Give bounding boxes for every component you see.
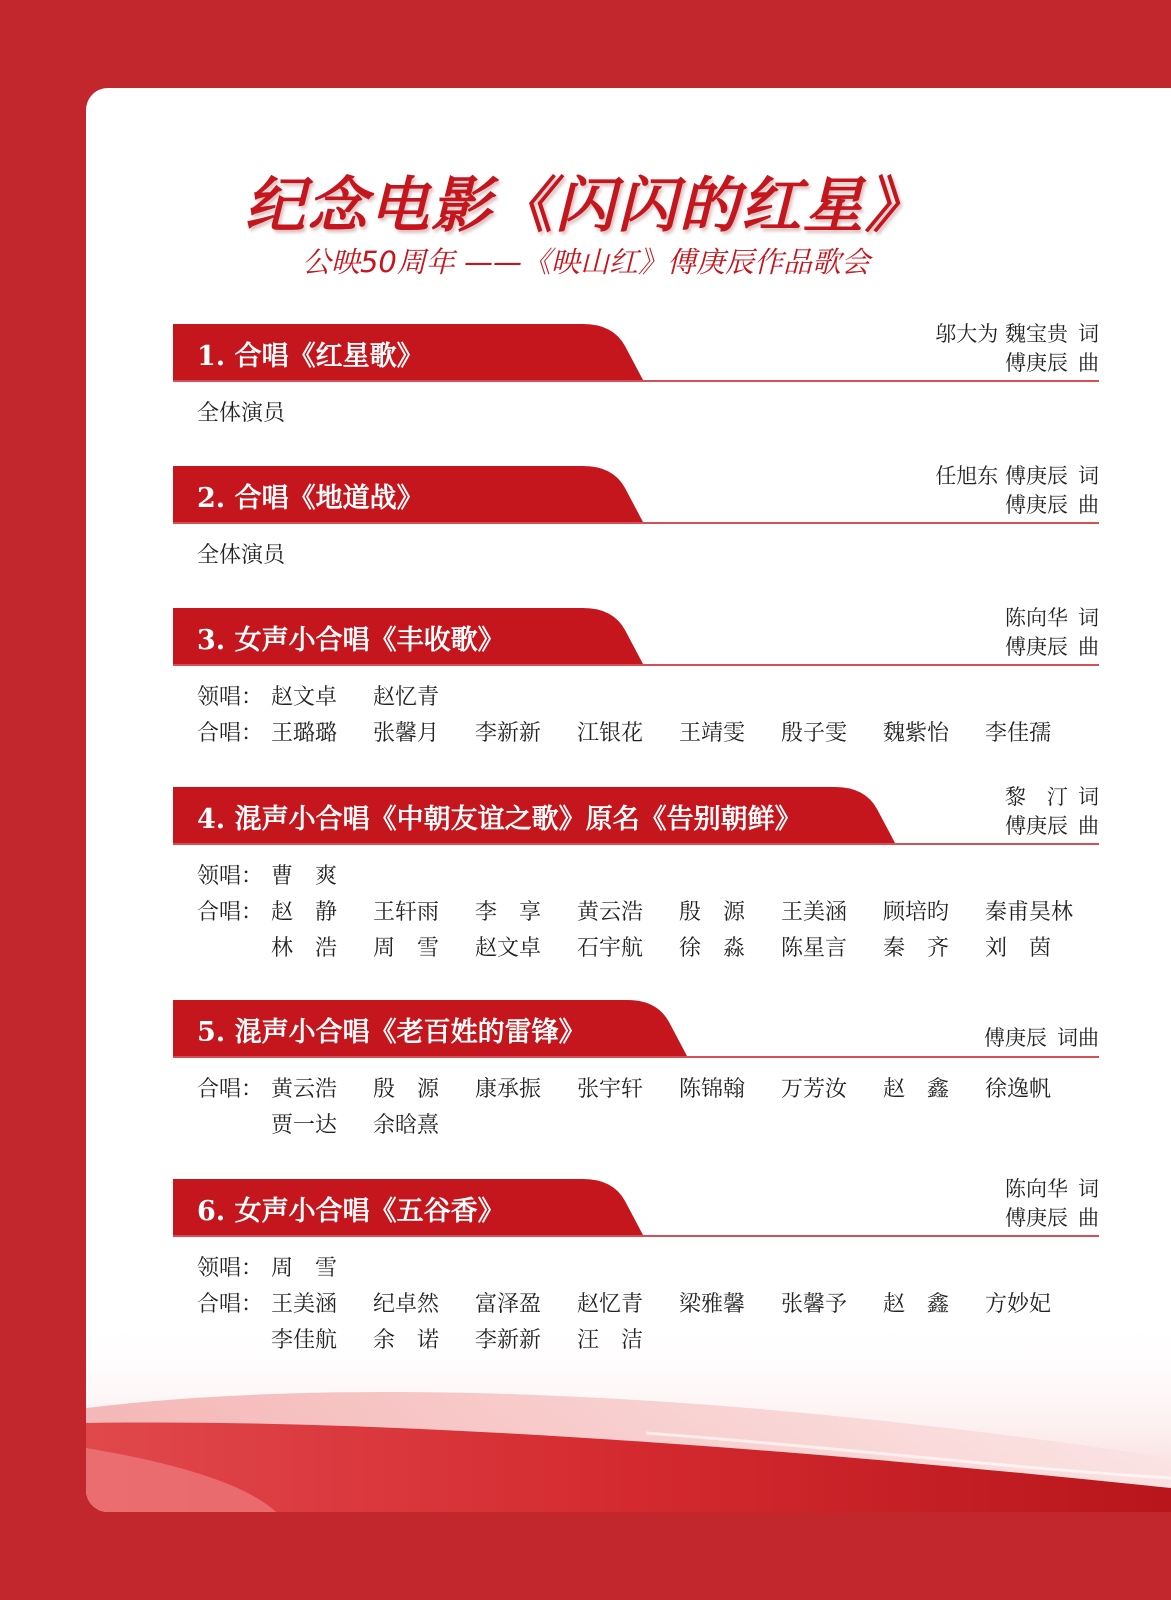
performer-name: 赵忆青 [373, 685, 440, 710]
chorus-row-continued [197, 1323, 1099, 1359]
performer-name: 贾一达 [271, 1113, 338, 1138]
performer-name: 殷 源 [679, 900, 746, 925]
credit-names: 傅庚辰 [1005, 814, 1068, 838]
performer-name: 李佳孺 [985, 721, 1052, 746]
chorus-row [197, 716, 1099, 752]
credit-names: 傅庚辰 [1005, 351, 1068, 375]
chorus-label: 合唱： [197, 721, 264, 746]
performer-name: 王美涵 [781, 900, 848, 925]
performer-name: 汪 洁 [577, 1328, 644, 1353]
performers: 全体演员 [197, 401, 286, 426]
program-item-title: 3. 女声小合唱《丰收歌》 [197, 625, 505, 656]
credit-role: 词 [1078, 785, 1099, 809]
performer-name: 魏紫怡 [883, 721, 950, 746]
credit-names: 任旭东 傅庚辰 [935, 464, 1068, 488]
program-item-title: 5. 混声小合唱《老百姓的雷锋》 [197, 1017, 586, 1048]
performers: 全体演员 [197, 543, 286, 568]
credit-names: 傅庚辰 [984, 1026, 1047, 1050]
performer-name: 殷子雯 [781, 721, 848, 746]
performer-name: 万芳汝 [781, 1077, 848, 1102]
credit-names: 傅庚辰 [1005, 493, 1068, 517]
chorus-label: 合唱： [197, 1077, 264, 1102]
performer-name: 黄云浩 [577, 900, 644, 925]
performer-name: 余晗熹 [373, 1113, 440, 1138]
performer-name: 曹 爽 [271, 864, 338, 889]
performer-name: 林 浩 [271, 936, 338, 961]
chorus-row [197, 895, 1099, 931]
page-subtitle: 公映50周年 ——《映山红》傅庚辰作品歌会 [301, 245, 871, 279]
performer-name: 赵忆青 [577, 1292, 644, 1317]
credit-names: 陈向华 [1005, 606, 1068, 630]
performer-name: 纪卓然 [373, 1292, 440, 1317]
program-card [86, 88, 1171, 1512]
performer-name: 富泽盈 [475, 1292, 542, 1317]
lead-row [197, 859, 1099, 895]
performer-name: 顾培昀 [883, 900, 950, 925]
chorus-label: 合唱： [197, 1292, 264, 1317]
chorus-row [197, 1072, 1099, 1108]
credits [1005, 783, 1099, 841]
credits [1005, 604, 1099, 662]
credit-names: 黎 汀 [1005, 785, 1068, 809]
credit-names: 邬大为 魏宝贵 [935, 322, 1068, 346]
performer-name: 周 雪 [373, 936, 440, 961]
performer-name: 张馨月 [373, 721, 440, 746]
performer-name: 赵 静 [271, 900, 338, 925]
program-item-6 [173, 1175, 1099, 1359]
credits [984, 1024, 1099, 1053]
credit-names: 傅庚辰 [1005, 635, 1068, 659]
performer-name: 徐逸帆 [985, 1077, 1052, 1102]
credit-role: 词 [1078, 322, 1099, 346]
performer-name: 秦 齐 [883, 936, 950, 961]
performer-name: 赵 鑫 [883, 1292, 950, 1317]
lead-label: 领唱： [197, 1256, 264, 1281]
lead-row [197, 1251, 1099, 1287]
chorus-label: 合唱： [197, 900, 264, 925]
credit-role: 词曲 [1057, 1026, 1099, 1050]
performer-name: 陈锦翰 [679, 1077, 746, 1102]
credits [935, 320, 1099, 378]
performer-name: 赵文卓 [271, 685, 338, 710]
performer-name: 康承振 [475, 1077, 542, 1102]
performer-name: 王璐璐 [271, 721, 338, 746]
lead-label: 领唱： [197, 864, 264, 889]
performer-name: 周 雪 [271, 1256, 338, 1281]
performer-name: 赵文卓 [475, 936, 542, 961]
performer-name: 黄云浩 [271, 1077, 338, 1102]
credit-role: 曲 [1078, 814, 1099, 838]
performer-name: 方妙妃 [985, 1292, 1052, 1317]
lead-label: 领唱： [197, 685, 264, 710]
performer-name: 李新新 [475, 721, 542, 746]
performer-name: 余 诺 [373, 1328, 440, 1353]
credit-names: 傅庚辰 [1005, 1206, 1068, 1230]
program-item-title: 4. 混声小合唱《中朝友谊之歌》原名《告别朝鲜》 [197, 804, 802, 835]
lead-row [197, 680, 1099, 716]
credit-role: 词 [1078, 606, 1099, 630]
credit-role: 曲 [1078, 351, 1099, 375]
program-item-title: 1. 合唱《红星歌》 [197, 341, 424, 372]
chorus-row-continued [197, 931, 1099, 967]
performer-name: 徐 淼 [679, 936, 746, 961]
performer-name: 王靖雯 [679, 721, 746, 746]
program-item-title: 6. 女声小合唱《五谷香》 [197, 1196, 505, 1227]
performer-name: 李新新 [475, 1328, 542, 1353]
program-item-1 [173, 320, 1099, 432]
credit-names: 陈向华 [1005, 1177, 1068, 1201]
performer-name: 江银花 [577, 721, 644, 746]
credits [1005, 1175, 1099, 1233]
credit-role: 词 [1078, 1177, 1099, 1201]
page-title: 纪念电影《闪闪的红星》 [245, 171, 927, 241]
credit-role: 曲 [1078, 493, 1099, 517]
credits [935, 462, 1099, 520]
performer-name: 殷 源 [373, 1077, 440, 1102]
credit-role: 曲 [1078, 1206, 1099, 1230]
performer-name: 陈星言 [781, 936, 848, 961]
performer-name: 梁雅馨 [679, 1292, 746, 1317]
program-item-3 [173, 604, 1099, 752]
performer-name: 王美涵 [271, 1292, 338, 1317]
chorus-row-continued [197, 1108, 1099, 1144]
program-item-5 [173, 996, 1099, 1144]
performer-name: 王轩雨 [373, 900, 440, 925]
performer-name: 石宇航 [577, 936, 644, 961]
program-item-2 [173, 462, 1099, 574]
chorus-row [197, 1287, 1099, 1323]
credit-role: 词 [1078, 464, 1099, 488]
credit-role: 曲 [1078, 635, 1099, 659]
program-item-title: 2. 合唱《地道战》 [197, 483, 424, 514]
performer-name: 刘 茵 [985, 936, 1052, 961]
performer-name: 张宇轩 [577, 1077, 644, 1102]
performer-name: 赵 鑫 [883, 1077, 950, 1102]
program-item-4 [173, 783, 1099, 967]
performer-name: 张馨予 [781, 1292, 848, 1317]
performer-name: 李 享 [475, 900, 542, 925]
performer-name: 李佳航 [271, 1328, 338, 1353]
performer-name: 秦甫昊林 [985, 900, 1074, 925]
